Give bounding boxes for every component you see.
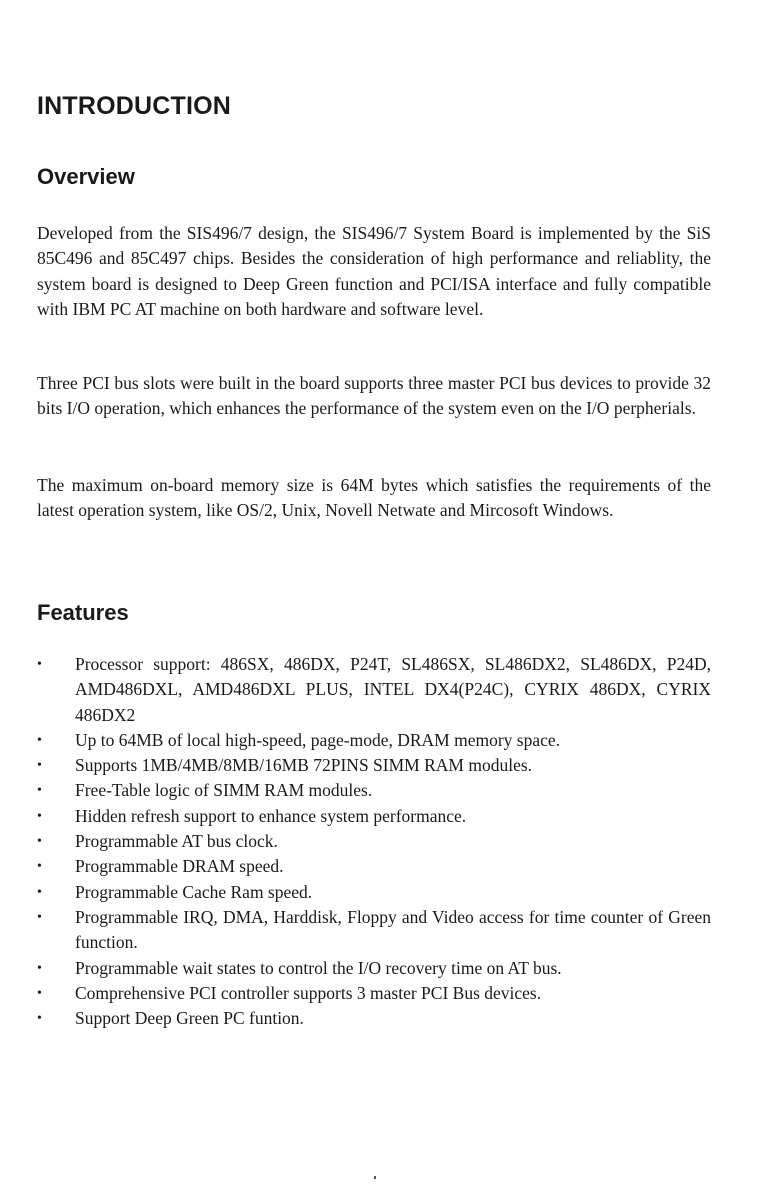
overview-paragraph-1: Developed from the SIS496/7 design, the SIS496/7 System Board is implemented by the SiS 85C496 and 85C497 chips. Besides the consideration of high performance and reliablity, the system board is designed to Deep Green function and PCI/ISA interface and fully compatible with IBM PC AT machine on both hardware and software level. xyxy=(37,223,711,319)
features-heading: Features xyxy=(37,600,129,625)
overview-heading: Overview xyxy=(37,164,135,189)
feature-item-simm-support: • Supports 1MB/4MB/8MB/16MB 72PINS SIMM RAM modules. xyxy=(37,753,711,778)
features-list xyxy=(37,652,711,1031)
overview-paragraph-3: The maximum on-board memory size is 64M bytes which satisfies the requirements of the latest operation system, like OS/2, Unix, Novell Netwate and Mircosoft Windows. xyxy=(37,475,711,521)
page-mark xyxy=(374,1176,376,1179)
feature-item-free-table: • Free-Table logic of SIMM RAM modules. xyxy=(37,778,711,803)
feature-item-processor: • Processor support: 486SX, 486DX, P24T, SL486SX, SL486DX2, SL486DX, P24D, AMD486DXL, AMD486DXL PLUS, INTEL DX4(P24C), CYRIX 486DX, CYRIX 486DX2 xyxy=(37,652,711,728)
feature-item-memory: • Up to 64MB of local high-speed, page-mode, DRAM memory space. xyxy=(37,728,711,753)
feature-item-wait-states: • Programmable wait states to control the I/O recovery time on AT bus. xyxy=(37,956,711,981)
overview-paragraph-2: Three PCI bus slots were built in the board supports three master PCI bus devices to provide 32 bits I/O operation, which enhances the performance of the system even on the I/O perpherials. xyxy=(37,373,711,419)
feature-item-at-bus-clock: • Programmable AT bus clock. xyxy=(37,829,711,854)
page-title: INTRODUCTION xyxy=(37,92,232,120)
feature-item-cache-speed: • Programmable Cache Ram speed. xyxy=(37,880,711,905)
feature-item-deep-green: • Support Deep Green PC funtion. xyxy=(37,1006,711,1031)
feature-item-dram-speed: • Programmable DRAM speed. xyxy=(37,854,711,879)
feature-item-green-access: • Programmable IRQ, DMA, Harddisk, Floppy and Video access for time counter of Green function. xyxy=(37,905,711,956)
feature-item-hidden-refresh: • Hidden refresh support to enhance system performance. xyxy=(37,804,711,829)
feature-item-pci-controller: • Comprehensive PCI controller supports 3 master PCI Bus devices. xyxy=(37,981,711,1006)
